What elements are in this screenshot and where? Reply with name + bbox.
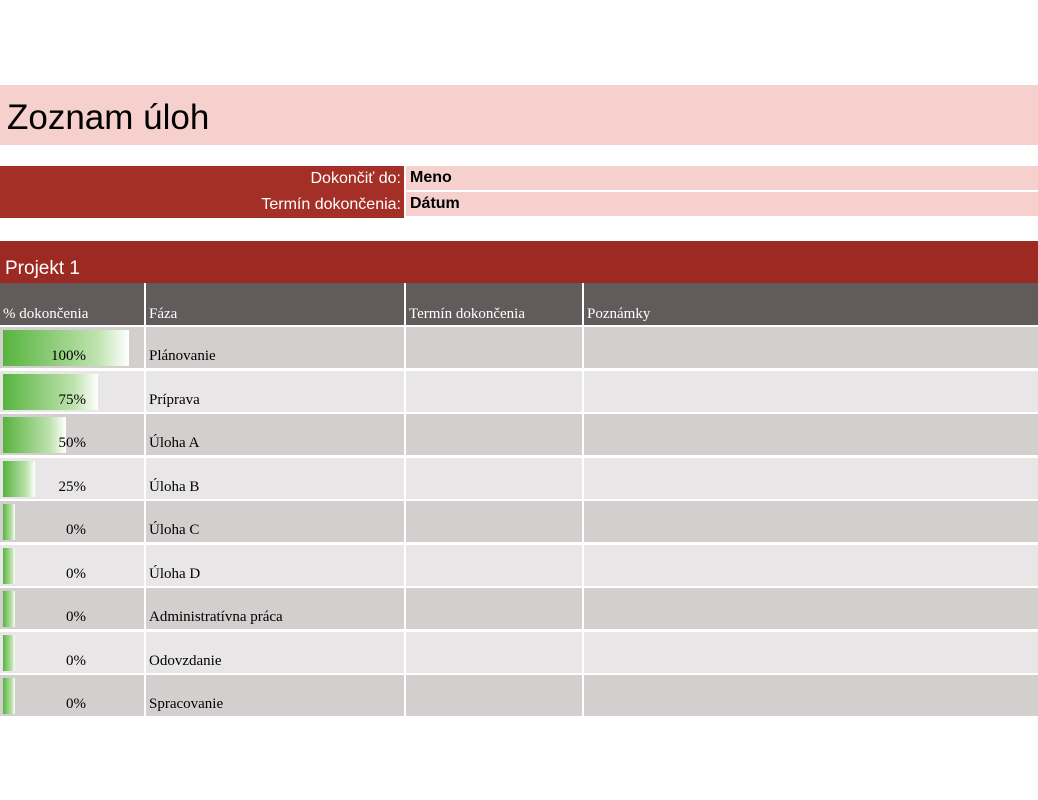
phase-cell[interactable] [146, 675, 404, 716]
progress-bar [3, 591, 15, 627]
owner-row [0, 166, 1038, 192]
progress-bar [3, 461, 35, 497]
column-header-label: % dokončenia [3, 306, 89, 322]
page-title: Zoznam úloh [7, 98, 210, 137]
table-row [0, 545, 1038, 586]
project-title: Projekt 1 [5, 258, 80, 279]
phase-cell[interactable] [146, 545, 404, 586]
notes-cell[interactable] [584, 675, 1038, 716]
percent-complete: 0% [66, 652, 86, 669]
due-date-row [0, 192, 1038, 218]
percent-cell[interactable] [0, 588, 144, 629]
due-date-cell[interactable] [406, 501, 582, 542]
phase-name: Úloha B [149, 478, 200, 495]
percent-complete: 25% [58, 478, 86, 495]
due-date-label: Termín dokončenia: [0, 192, 404, 218]
table-row [0, 371, 1038, 412]
column-header-label: Poznámky [587, 306, 651, 322]
phase-cell[interactable] [146, 371, 404, 412]
phase-name: Spracovanie [149, 696, 224, 712]
table-row [0, 327, 1038, 368]
column-header-phase[interactable] [146, 283, 404, 325]
percent-complete: 0% [66, 696, 86, 712]
due-date-value[interactable]: Dátum [406, 192, 1038, 216]
due-date-cell[interactable] [406, 675, 582, 716]
notes-cell[interactable] [584, 588, 1038, 629]
progress-bar [3, 678, 15, 714]
percent-cell[interactable] [0, 501, 144, 542]
due-date-cell[interactable] [406, 545, 582, 586]
table-row [0, 588, 1038, 629]
percent-complete: 75% [58, 391, 86, 408]
percent-cell[interactable] [0, 414, 144, 455]
table-row [0, 632, 1038, 673]
percent-complete: 0% [66, 565, 86, 582]
column-header-notes[interactable] [584, 283, 1038, 325]
percent-cell[interactable] [0, 371, 144, 412]
percent-complete: 100% [51, 348, 86, 364]
due-date-cell[interactable] [406, 414, 582, 455]
progress-bar [3, 417, 66, 453]
phase-name: Úloha C [149, 522, 200, 538]
due-date-cell[interactable] [406, 327, 582, 368]
phase-name: Odovzdanie [149, 652, 222, 669]
table-row [0, 501, 1038, 542]
percent-cell[interactable] [0, 545, 144, 586]
column-header-label: Fáza [149, 306, 178, 322]
progress-bar [3, 635, 15, 671]
table-row [0, 458, 1038, 499]
column-header-due-date[interactable] [406, 283, 582, 325]
due-date-cell[interactable] [406, 588, 582, 629]
due-date-cell[interactable] [406, 458, 582, 499]
phase-cell[interactable] [146, 632, 404, 673]
percent-cell[interactable] [0, 675, 144, 716]
phase-cell[interactable] [146, 458, 404, 499]
percent-cell[interactable] [0, 632, 144, 673]
phase-cell[interactable] [146, 501, 404, 542]
notes-cell[interactable] [584, 501, 1038, 542]
phase-name: Plánovanie [149, 348, 216, 364]
progress-bar [3, 548, 15, 584]
notes-cell[interactable] [584, 632, 1038, 673]
owner-value[interactable]: Meno [406, 166, 1038, 190]
phase-name: Administratívna práca [149, 609, 283, 625]
notes-cell[interactable] [584, 371, 1038, 412]
table-row [0, 414, 1038, 455]
notes-cell[interactable] [584, 545, 1038, 586]
phase-cell[interactable] [146, 327, 404, 368]
due-date-cell[interactable] [406, 371, 582, 412]
notes-cell[interactable] [584, 327, 1038, 368]
phase-name: Úloha D [149, 565, 201, 582]
column-header-percent[interactable] [0, 283, 144, 325]
owner-label: Dokončiť do: [0, 166, 404, 192]
percent-complete: 0% [66, 522, 86, 538]
project-header [0, 241, 1038, 283]
percent-cell[interactable] [0, 327, 144, 368]
table-row [0, 675, 1038, 716]
phase-name: Príprava [149, 391, 200, 408]
phase-cell[interactable] [146, 588, 404, 629]
phase-name: Úloha A [149, 435, 200, 451]
notes-cell[interactable] [584, 458, 1038, 499]
column-header-label: Termín dokončenia [409, 306, 525, 322]
phase-cell[interactable] [146, 414, 404, 455]
progress-bar [3, 504, 15, 540]
percent-complete: 50% [58, 435, 86, 451]
percent-cell[interactable] [0, 458, 144, 499]
notes-cell[interactable] [584, 414, 1038, 455]
due-date-cell[interactable] [406, 632, 582, 673]
percent-complete: 0% [66, 609, 86, 625]
